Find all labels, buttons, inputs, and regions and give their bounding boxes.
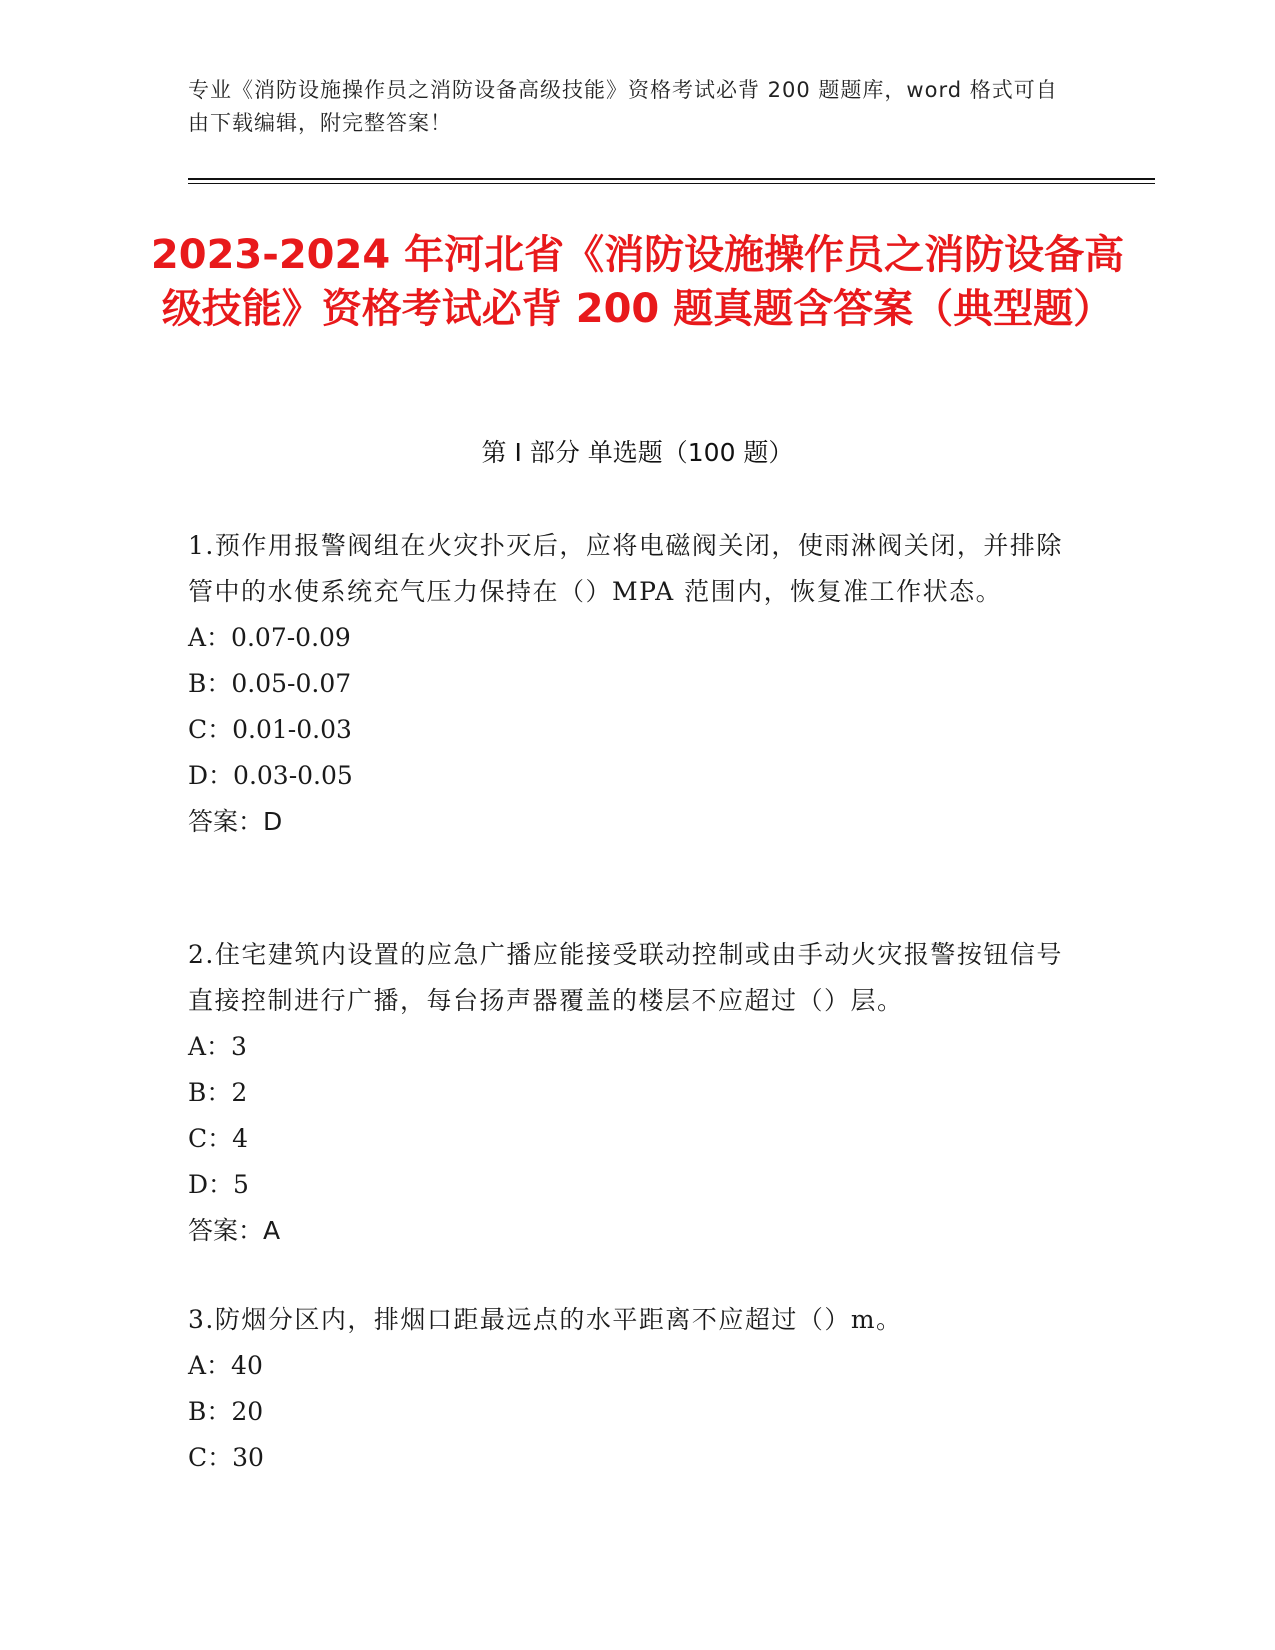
question-stem: 2.住宅建筑内设置的应急广播应能接受联动控制或由手动火灾报警按钮信号直接控制进行广播，每台扬声器覆盖的楼层不应超过（）层。 — [188, 940, 1063, 1015]
option-b: B：0.05-0.07 — [188, 669, 352, 698]
header-divider-thick — [188, 178, 1155, 180]
option-d: D：0.03-0.05 — [188, 761, 353, 790]
option-b: B：20 — [188, 1397, 264, 1426]
option-d: D：5 — [188, 1170, 249, 1199]
document-title: 2023-2024 年河北省《消防设施操作员之消防设备高级技能》资格考试必背 200 题真题含答案（典型题） — [150, 232, 1125, 332]
question-3 — [188, 1297, 1088, 1481]
answer-value: A — [263, 1216, 281, 1245]
answer-line — [188, 1208, 1088, 1254]
answer-label: 答案： — [188, 1216, 264, 1245]
answer-label: 答案： — [188, 807, 264, 836]
option-c: C：30 — [188, 1443, 264, 1472]
option-c: C：4 — [188, 1124, 249, 1153]
question-stem: 1.预作用报警阀组在火灾扑灭后，应将电磁阀关闭，使雨淋阀关闭，并排除管中的水使系统充气压力保持在（）MPA 范围内，恢复准工作状态。 — [188, 531, 1063, 606]
question-2 — [188, 932, 1088, 1254]
answer-line — [188, 799, 1088, 845]
section-title: 第 I 部分 单选题（100 题） — [481, 438, 794, 467]
answer-value: D — [263, 807, 283, 836]
option-b: B：2 — [188, 1078, 248, 1107]
question-1 — [188, 523, 1088, 845]
option-a: A：0.07-0.09 — [188, 623, 351, 652]
option-a: A：3 — [188, 1032, 247, 1061]
question-stem: 3.防烟分区内，排烟口距最远点的水平距离不应超过（）m。 — [188, 1305, 903, 1334]
option-c: C：0.01-0.03 — [188, 715, 352, 744]
header-note: 专业《消防设施操作员之消防设备高级技能》资格考试必背 200 题题库，word 格式可自由下载编辑，附完整答案！ — [188, 78, 1058, 135]
header-divider-thin — [188, 183, 1155, 184]
option-a: A：40 — [188, 1351, 263, 1380]
